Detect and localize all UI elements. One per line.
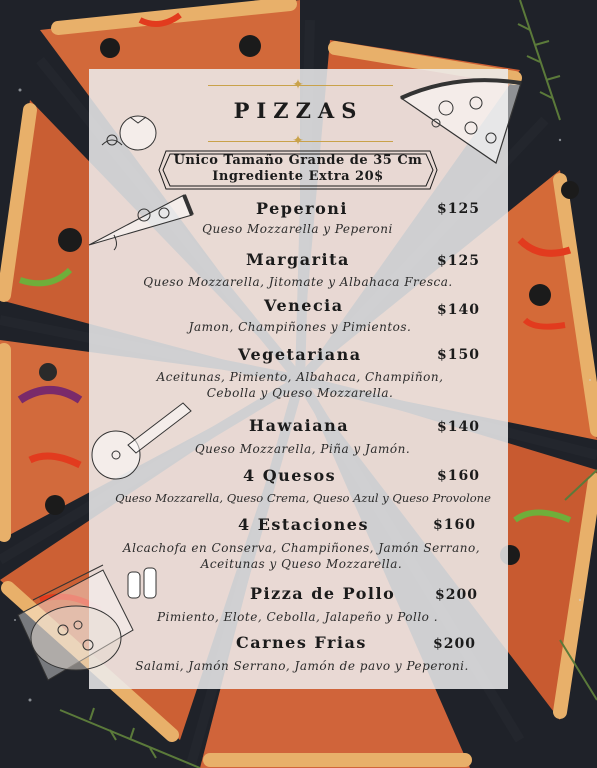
item-name-hawaiana: Hawaiana xyxy=(249,416,350,435)
item-price-pizza-de-pollo: $200 xyxy=(435,587,478,603)
item-desc-margarita: Queso Mozzarella, Jitomate y Albahaca Fresca. xyxy=(143,275,453,289)
item-name-carnes-frias: Carnes Frias xyxy=(236,633,367,652)
item-price-4-estaciones: $160 xyxy=(433,517,476,533)
diamond-star-icon: ✦ xyxy=(292,133,304,149)
item-desc-vegetariana: Aceitunas, Pimiento, Albahaca, Champiñon, Cebolla y Queso Mozzarella. xyxy=(156,370,444,400)
size-line: Unico Tamaño Grande de 35 Cm xyxy=(173,153,423,168)
tomato-sketch-icon xyxy=(100,105,170,160)
pizza-cutter-sketch-icon xyxy=(88,395,198,485)
item-price-peperoni: $125 xyxy=(437,201,480,217)
item-name-vegetariana: Vegetariana xyxy=(238,345,362,364)
page-title: PIZZAS xyxy=(233,98,364,123)
extra-line: Ingrediente Extra 20$ xyxy=(212,169,384,184)
item-name-peperoni: Peperoni xyxy=(256,199,348,218)
item-desc-carnes-frias: Salami, Jamón Serrano, Jamón de pavo y Peperoni. xyxy=(135,659,469,673)
pizza-slice-sketch-icon xyxy=(84,185,194,255)
pizza-slice-sketch-icon xyxy=(396,68,526,168)
item-desc-pizza-de-pollo: Pimiento, Elote, Cebolla, Jalapeño y Pollo . xyxy=(156,610,439,624)
item-price-venecia: $140 xyxy=(437,302,480,318)
item-name-margarita: Margarita xyxy=(246,250,350,269)
whole-pizza-sketch-icon xyxy=(31,606,121,670)
item-desc-hawaiana: Queso Mozzarella, Piña y Jamón. xyxy=(194,442,411,456)
item-price-hawaiana: $140 xyxy=(437,419,480,435)
item-desc-peperoni: Queso Mozzarella y Peperoni xyxy=(202,222,393,236)
item-price-vegetariana: $150 xyxy=(437,347,480,363)
item-desc-4-quesos: Queso Mozzarella, Queso Crema, Queso Azul y Queso Provolone xyxy=(115,491,491,505)
item-price-4-quesos: $160 xyxy=(437,468,480,484)
item-name-4-quesos: 4 Quesos xyxy=(243,466,337,485)
item-name-pizza-de-pollo: Pizza de Pollo xyxy=(250,584,396,603)
diamond-star-icon: ✦ xyxy=(292,77,304,93)
item-name-4-estaciones: 4 Estaciones xyxy=(238,515,369,534)
item-desc-4-estaciones: Alcachofa en Conserva, Champiñones, Jamón Serrano, Aceitunas y Queso Mozzarella. xyxy=(122,541,481,571)
item-price-margarita: $125 xyxy=(437,253,480,269)
item-name-venecia: Venecia xyxy=(264,296,344,315)
item-price-carnes-frias: $200 xyxy=(433,636,476,652)
item-desc-venecia: Jamon, Champiñones y Pimientos. xyxy=(188,320,412,334)
